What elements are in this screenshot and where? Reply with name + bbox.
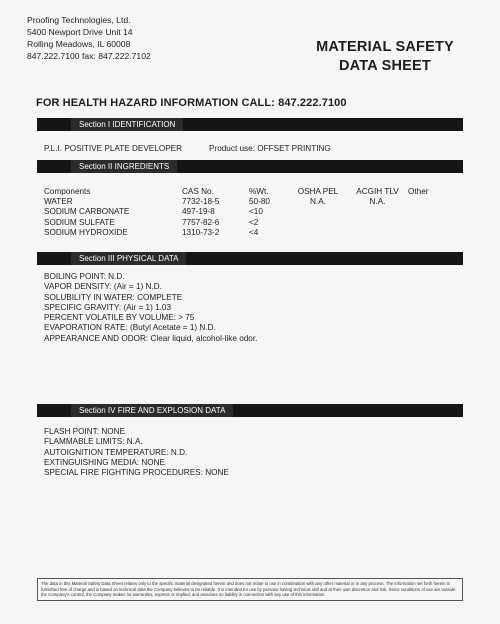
cell-weight: <2 bbox=[249, 217, 259, 227]
cell-weight: 50-80 bbox=[249, 197, 270, 207]
col-header-components: Components bbox=[44, 187, 91, 196]
list-item: PERCENT VOLATILE BY VOLUME: > 75 bbox=[44, 313, 195, 323]
section-3-tab bbox=[71, 252, 186, 265]
list-item: EVAPORATION RATE: (Butyl Acetate = 1) N.D. bbox=[44, 323, 216, 333]
cell-other bbox=[408, 197, 438, 207]
company-name: Proofing Technologies, Ltd. bbox=[27, 15, 131, 25]
ingredients-header-row bbox=[44, 187, 438, 197]
cell-component: SODIUM CARBONATE bbox=[44, 207, 130, 217]
section-1-tab bbox=[71, 118, 183, 131]
list-item: BOILING POINT: N.D. bbox=[44, 272, 125, 281]
disclaimer-box: The data in this Material Safety Data Sheet relates only to the specific material designated herein and does not relate to use in combination with any other material or in any process. The information set forth herein is furnished free of charge and is based on technical data the Company believes to be reliable. It is intended for use by persons having technical skill and at their own discretion and risk. Since conditions of use are outside the Company's control, the Company makes no warranties, express or implied, and assumes no liability in connection with any use of this information. bbox=[37, 578, 463, 601]
section-4-tab bbox=[71, 404, 233, 417]
product-use: Product use: OFFSET PRINTING bbox=[209, 144, 331, 153]
cell-osha: N.A. bbox=[310, 197, 326, 207]
document-title bbox=[300, 38, 470, 76]
section-3-name: PHYSICAL DATA bbox=[116, 254, 179, 263]
col-header-weight: %Wt. bbox=[249, 187, 269, 196]
table-row bbox=[44, 228, 438, 238]
table-row bbox=[44, 197, 438, 207]
cell-acgih bbox=[347, 207, 408, 217]
section-2-name: INGREDIENTS bbox=[114, 162, 170, 171]
cell-cas: 7757-82-6 bbox=[182, 217, 220, 227]
cell-osha bbox=[289, 207, 347, 217]
ingredients-table bbox=[44, 187, 438, 238]
cell-component: SODIUM SULFATE bbox=[44, 217, 115, 227]
list-item: FLASH POINT: NONE bbox=[44, 427, 125, 436]
section-2-tab bbox=[71, 160, 177, 173]
section-4-header bbox=[37, 404, 463, 417]
cell-acgih: N.A. bbox=[369, 197, 386, 207]
section-3-number: Section III bbox=[79, 254, 115, 263]
section-4-number: Section IV bbox=[79, 406, 116, 415]
col-header-osha: OSHA PEL bbox=[297, 187, 339, 196]
section-1-header bbox=[37, 118, 463, 131]
cell-osha bbox=[289, 218, 347, 228]
list-item: EXTINGUISHING MEDIA: NONE bbox=[44, 457, 166, 467]
identification-row bbox=[44, 144, 331, 154]
cell-other bbox=[408, 218, 438, 228]
physical-data-list bbox=[44, 272, 257, 344]
document-title-line1: MATERIAL SAFETY bbox=[316, 39, 454, 55]
col-header-other: Other bbox=[408, 187, 429, 196]
col-header-acgih: ACGIH TLV bbox=[356, 187, 399, 196]
section-2-number: Section II bbox=[79, 162, 113, 171]
cell-weight: <4 bbox=[249, 227, 259, 237]
cell-other bbox=[408, 207, 438, 217]
cell-component: WATER bbox=[44, 197, 73, 207]
col-header-cas: CAS No. bbox=[182, 187, 214, 196]
cell-cas: 7732-18-5 bbox=[182, 197, 220, 207]
company-address-line1: 5400 Newport Drive Unit 14 bbox=[27, 27, 133, 37]
section-1-name: IDENTIFICATION bbox=[112, 120, 176, 129]
table-row bbox=[44, 207, 438, 217]
list-item: SPECIAL FIRE FIGHTING PROCEDURES: NONE bbox=[44, 468, 229, 478]
list-item: APPEARANCE AND ODOR: Clear liquid, alcohol-like odor. bbox=[44, 333, 258, 343]
section-2-header bbox=[37, 160, 463, 173]
cell-acgih bbox=[347, 218, 408, 228]
company-block bbox=[27, 14, 151, 62]
product-name: P.L.I. POSITIVE PLATE DEVELOPER bbox=[44, 144, 183, 153]
cell-osha bbox=[289, 228, 347, 238]
table-row bbox=[44, 218, 438, 228]
cell-weight: <10 bbox=[249, 207, 263, 217]
cell-acgih bbox=[347, 228, 408, 238]
company-address-line2: Rolling Meadows, IL 60008 bbox=[27, 39, 131, 49]
list-item: FLAMMABLE LIMITS: N.A. bbox=[44, 437, 143, 447]
hazard-phone-heading: FOR HEALTH HAZARD INFORMATION CALL: 847.222.7100 bbox=[36, 97, 347, 109]
section-3-header bbox=[37, 252, 463, 265]
list-item: VAPOR DENSITY: (Air = 1) N.D. bbox=[44, 282, 162, 292]
cell-cas: 497-19-8 bbox=[182, 207, 215, 217]
document-title-line2: DATA SHEET bbox=[339, 58, 431, 74]
list-item: SPECIFIC GRAVITY: (Air = 1) 1.03 bbox=[44, 302, 172, 312]
section-4-name: FIRE AND EXPLOSION DATA bbox=[117, 406, 226, 415]
company-phone: 847.222.7100 fax: 847.222.7102 bbox=[27, 51, 151, 61]
cell-component: SODIUM HYDROXIDE bbox=[44, 227, 128, 237]
fire-data-list bbox=[44, 427, 229, 478]
cell-other bbox=[408, 228, 438, 238]
section-1-number: Section I bbox=[79, 120, 111, 129]
list-item: SOLUBILITY IN WATER: COMPLETE bbox=[44, 292, 183, 302]
list-item: AUTOIGNITION TEMPERATURE: N.D. bbox=[44, 447, 188, 457]
cell-cas: 1310-73-2 bbox=[182, 227, 220, 237]
